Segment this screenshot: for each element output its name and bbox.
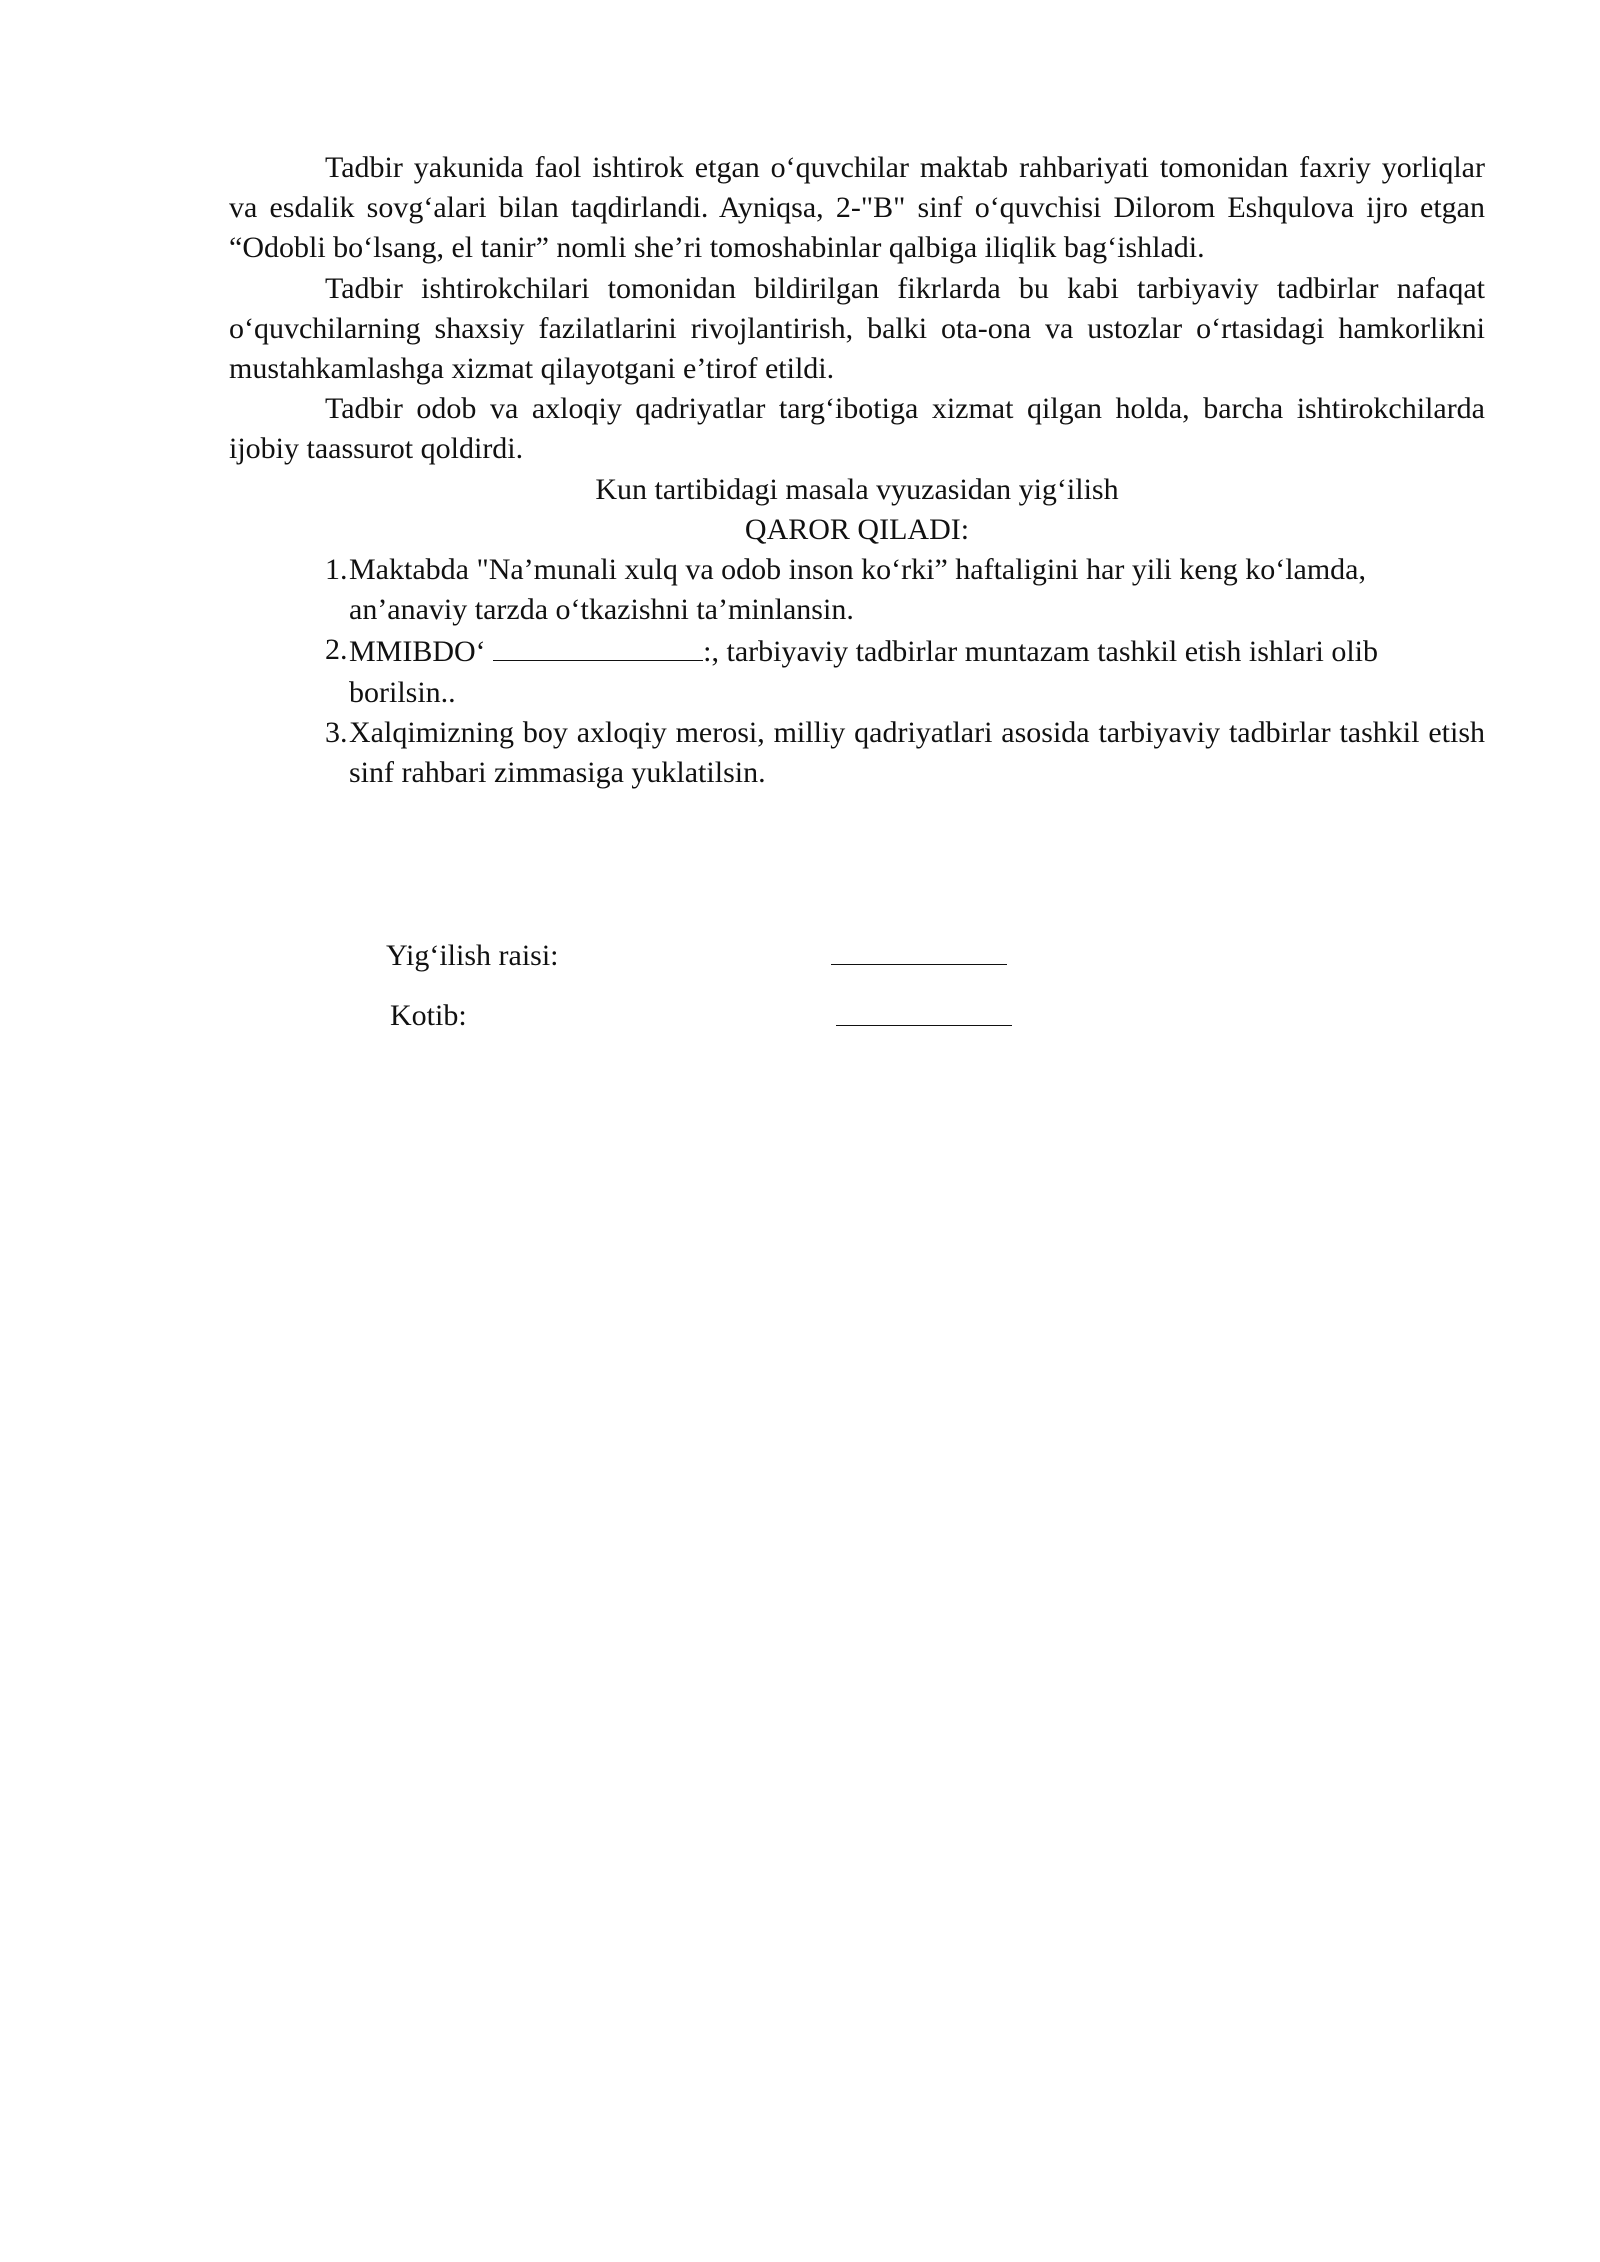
decision-text-3: Xalqimizning boy axloqiy merosi, milliy qadriyatlari asosida tarbiyaviy tadbirlar tashkil etish sinf rahbari zimmasiga yuklatilsin. [349, 715, 1485, 790]
paragraph-impression: Tadbir odob va axloqiy qadriyatlar targ‘ibotiga xizmat qilgan holda, barcha ishtirokchilarda ijobiy taassurot qoldirdi. [229, 392, 1485, 466]
secretary-signature-line [836, 1025, 1012, 1026]
decision-list [229, 550, 1485, 793]
chair-label: Yig‘ilish raisi: [386, 939, 559, 972]
decision-text-2-end: :, tarbiyaviy tadbirlar muntazam tashkil etish ishlari olib borilsin.. [349, 635, 1379, 709]
paragraph-awards: Tadbir yakunida faol ishtirok etgan o‘quvchilar maktab rahbariyati tomonidan faxriy yorliqlar va esdalik sovg‘alari bilan taqdirlandi. Ayniqsa, 2-"B" sinf o‘quvchisi Dilorom Eshqulova ijro etgan “Odobli bo‘lsang, el tanir” nomli she’ri tomoshabinlar qalbiga iliqlik bag‘ishladi. [229, 151, 1485, 265]
decision-heading: QAROR QILADI: [744, 512, 970, 546]
decision-text-2-start: MMIBDO‘ [349, 635, 494, 669]
decision-text-1: Maktabda "Na’munali xulq va odob inson ko‘rki” haftaligini har yili keng ko‘lamda, an’anaviy tarzda o‘tkazishni ta’minlansin. [349, 553, 1366, 627]
decision-item-2 [229, 630, 1485, 712]
decision-number-3: 3. [325, 715, 348, 749]
fill-in-blank [493, 630, 703, 661]
decision-number-1: 1. [325, 553, 348, 587]
decision-number-2: 2. [325, 633, 348, 667]
chair-signature-line [831, 964, 1007, 965]
decision-item-3 [229, 713, 1485, 793]
decision-item-1 [229, 550, 1485, 630]
agenda-line: Kun tartibidagi masala vyuzasidan yig‘ilish [595, 472, 1119, 506]
document-body [229, 148, 1485, 793]
secretary-label: Kotib: [390, 999, 467, 1032]
paragraph-feedback: Tadbir ishtirokchilari tomonidan bildirilgan fikrlarda bu kabi tarbiyaviy tadbirlar nafaqat o‘quvchilarning shaxsiy fazilatlarini rivojlantirish, balki ota-ona va ustozlar o‘rtasidagi hamkorlikni mustahkamlashga xizmat qilayotgani e’tirof etildi. [229, 271, 1485, 386]
